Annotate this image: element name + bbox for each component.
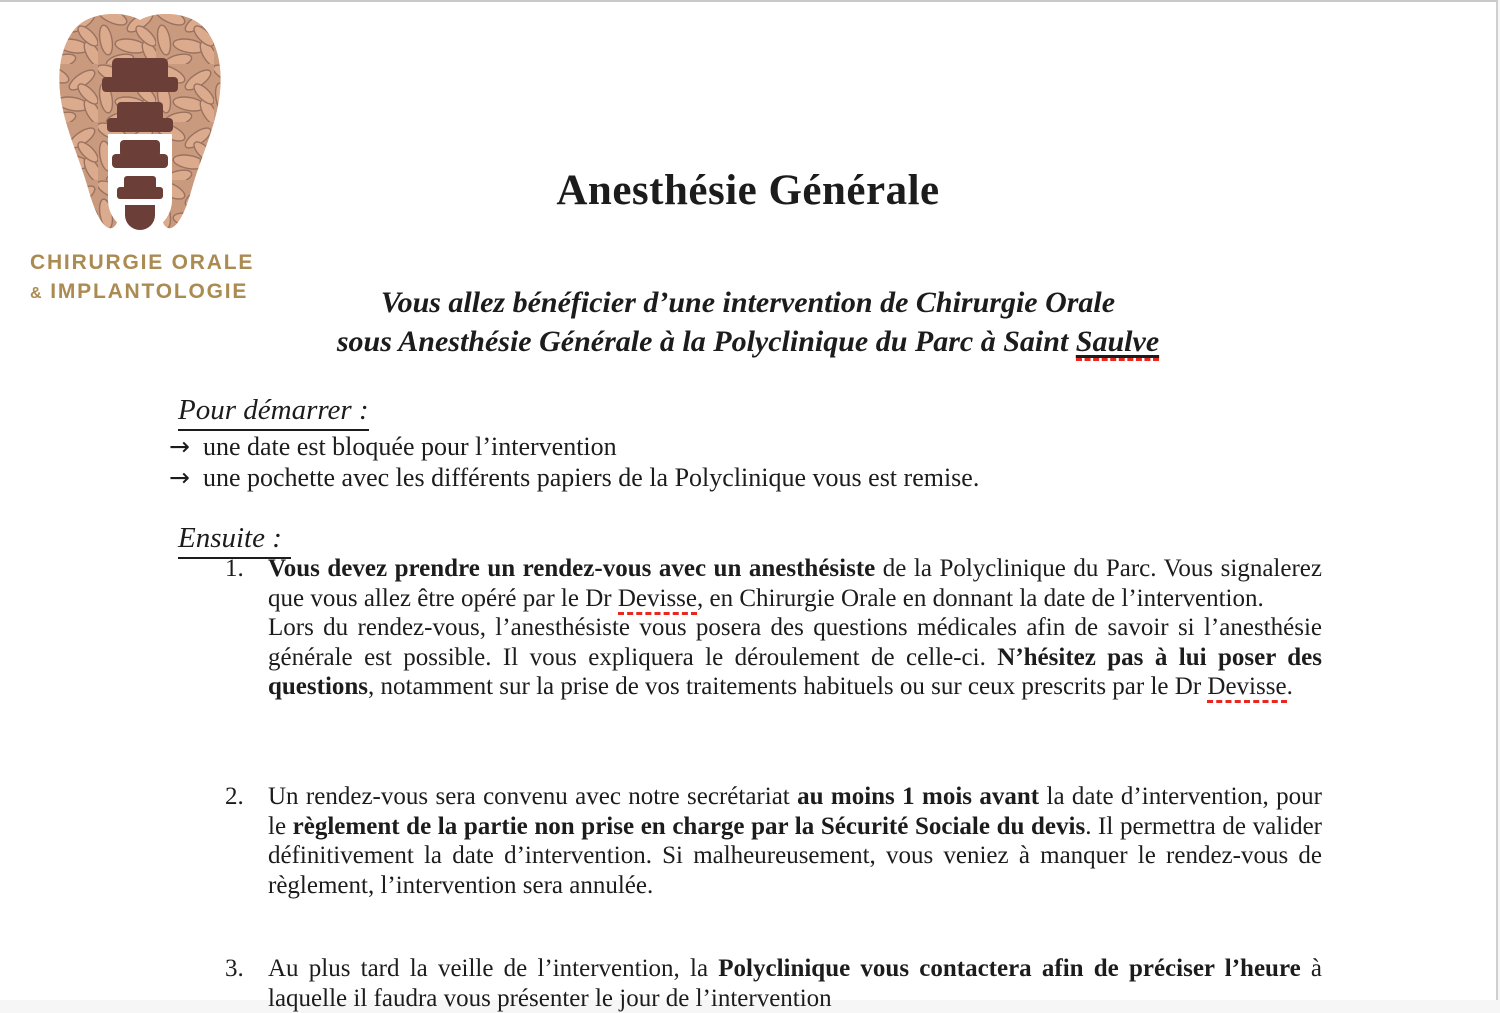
paragraph: Un rendez-vous sera convenu avec notre secrétariat au moins 1 mois avant la date d’intervention, pour le règlement de la partie non prise en charge par la Sécurité Sociale du devis. Il permettra de valider définitivement la date d’intervention. Si malheureusement, vous veniez à manquer le rendez-vous de règlement, l’intervention sera annulée. — [268, 783, 1323, 899]
item-text — [268, 954, 1322, 1013]
clinic-name-line2: & IMPLANTOLOGIE — [30, 280, 249, 303]
numbered-item-3 — [225, 954, 1322, 1013]
subtitle-line1: Vous allez bénéficier d’une intervention de Chirurgie Orale — [380, 286, 1116, 319]
ampersand: & — [30, 285, 43, 302]
bullet-text: une date est bloquée pour l’intervention — [202, 432, 617, 461]
clinic-logo — [24, 6, 264, 308]
paragraph: Au plus tard la veille de l’intervention, la Polyclinique vous contactera afin de préciser l’heure à laquelle il faudra vous présenter le jour de l’intervention — [268, 955, 1322, 1012]
subtitle-line2: sous Anesthésie Générale à la Polyclinique du Parc à Saint Saulve — [0, 322, 1496, 361]
arrow-icon: → — [169, 432, 190, 461]
heading-ensuite: Ensuite : — [178, 522, 291, 559]
paragraph: Lors du rendez-vous, l’anesthésiste vous posera des questions médicales afin de savoir si l’anesthésie générale est possible. Il vous expliquera le déroulement de celle-ci. N’hésitez pas à lui poser des questions, notamment sur la prise de vos traitements habituels ou sur ceux prescrits par le Dr Devisse. — [268, 613, 1322, 702]
item-text — [268, 554, 1322, 702]
arrow-icon: → — [169, 463, 190, 492]
document-subtitle — [0, 283, 1496, 361]
numbered-item-2 — [225, 782, 1322, 900]
item-number: 1. — [225, 555, 244, 582]
item-text — [268, 782, 1322, 900]
list-item — [169, 462, 979, 493]
item-number: 3. — [225, 955, 244, 982]
bullet-text: une pochette avec les différents papiers de la Polyclinique vous est remise. — [202, 463, 980, 492]
numbered-item-1 — [225, 554, 1322, 702]
page-title: Anesthésie Générale — [556, 167, 940, 214]
item-number: 2. — [225, 783, 244, 810]
heading-pour-demarrer: Pour démarrer : — [178, 394, 369, 431]
arrow-bullet-list — [169, 431, 979, 493]
paragraph: Vous devez prendre un rendez-vous avec un anesthésiste de la Polyclinique du Parc. Vous signalerez que vous allez être opéré par le Dr Devisse, en Chirurgie Orale en donnant la date de l’intervention. — [268, 554, 1322, 613]
clinic-name-line1: CHIRURGIE ORALE — [30, 251, 255, 274]
list-item — [169, 431, 979, 462]
